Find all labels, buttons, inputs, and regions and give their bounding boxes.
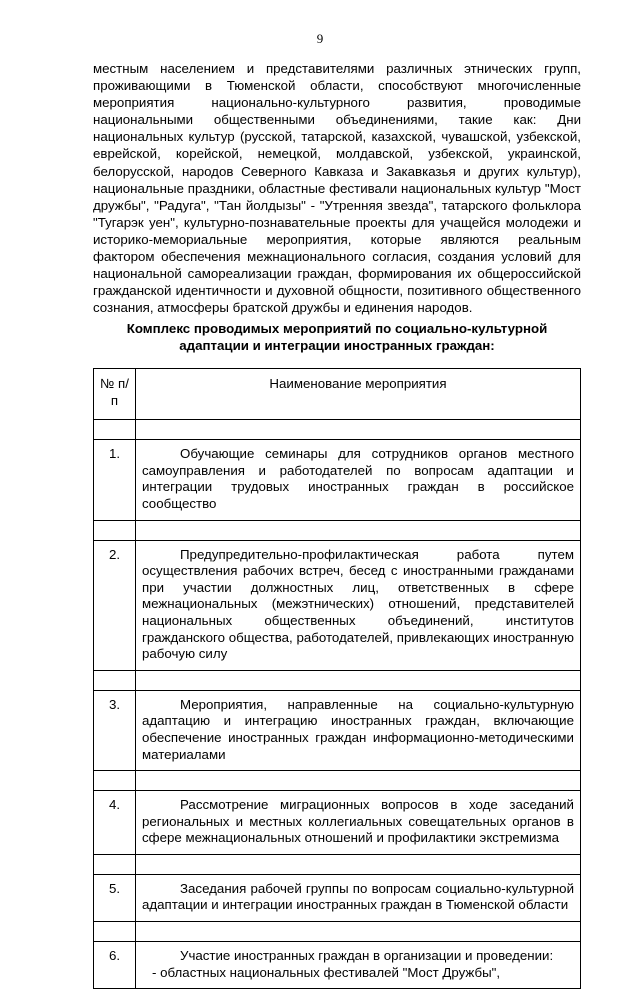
row-text [136, 874, 581, 921]
header-number: № п/п [94, 369, 136, 420]
table-row [94, 690, 581, 770]
row-text [136, 440, 581, 520]
row-subitem: - областных национальных фестивалей "Мост Дружбы", [152, 964, 501, 980]
row-text-content: Мероприятия, направленные на социально-культурную адаптацию и интеграцию иностранных граждан, включающие обеспечение иностранных граждан информационно-методическими материалами [142, 696, 574, 762]
table-row [94, 440, 581, 520]
row-text-content: Обучающие семинары для сотрудников органов местного самоуправления и работодателей по вопросам адаптации и интеграции трудовых иностранных граждан в российское сообщество [142, 446, 574, 511]
table-row [94, 942, 581, 989]
row-number: 5. [94, 874, 136, 921]
row-text-content: Предупредительно-профилактическая работа путем осуществления рабочих встреч, бесед с иностранными гражданами при участии должностных лиц, ответственных в сфере межнациональных (межэтнических) отношений, представителей национальных общественных объединений, институтов гражданского общества, работодателей, привлекающих иностранную рабочую силу [142, 546, 574, 662]
measures-table [93, 368, 581, 989]
row-text [136, 690, 581, 770]
table-header-row [94, 369, 581, 420]
intro-paragraph: местным населением и представителями различных этнических групп, проживающими в Тюменской области, способствуют многочисленные мероприятия национально-культурного развития, проводимые национальными общественными объединениями, такие как: Дни национальных культур (русской, татарской, казахской, чувашской, узбекской, еврейской, корейской, немецкой, молдавской, узбекской, украинской, белорусской, народов Северного Кавказа и Закавказья и других культур), национальные праздники, областные фестивали национальных культур "Мост дружбы", "Радуга", "Тан йолдызы" - "Утренняя звезда", татарского фольклора "Тугарэк уен", культурно-познавательные проекты для учащейся молодежи и историко-мемориальные мероприятия, которые являются реальным фактором обеспечения межнационального согласия, создания условий для национальной самореализации граждан, формирования их общероссийской гражданской идентичности и духовной общности, позитивного общественного сознания, атмосферы братской дружбы и единения народов. [93, 61, 581, 316]
row-number: 2. [94, 540, 136, 670]
row-number: 6. [94, 942, 136, 989]
row-text-content: Заседания рабочей группы по вопросам социально-культурной адаптации и интеграции иностранных граждан в Тюменской области [142, 880, 574, 913]
header-name: Наименование мероприятия [136, 369, 581, 420]
row-text [136, 540, 581, 670]
row-text-content: Участие иностранных граждан в организации и проведении: [180, 948, 554, 964]
row-number: 4. [94, 791, 136, 855]
row-text [136, 791, 581, 855]
row-text [136, 942, 581, 989]
page-number: 9 [316, 31, 324, 46]
table-row [94, 874, 581, 921]
row-number: 3. [94, 690, 136, 770]
row-number: 1. [94, 440, 136, 520]
table-row [94, 791, 581, 855]
section-title: Комплекс проводимых мероприятий по социально-культурной адаптации и интеграции иностранных граждан: [126, 321, 548, 353]
table-row [94, 540, 581, 670]
row-text-content: Рассмотрение миграционных вопросов в ходе заседаний региональных и местных коллегиальных совещательных органов в сфере межнациональных отношений и профилактики экстремизма [142, 797, 574, 846]
